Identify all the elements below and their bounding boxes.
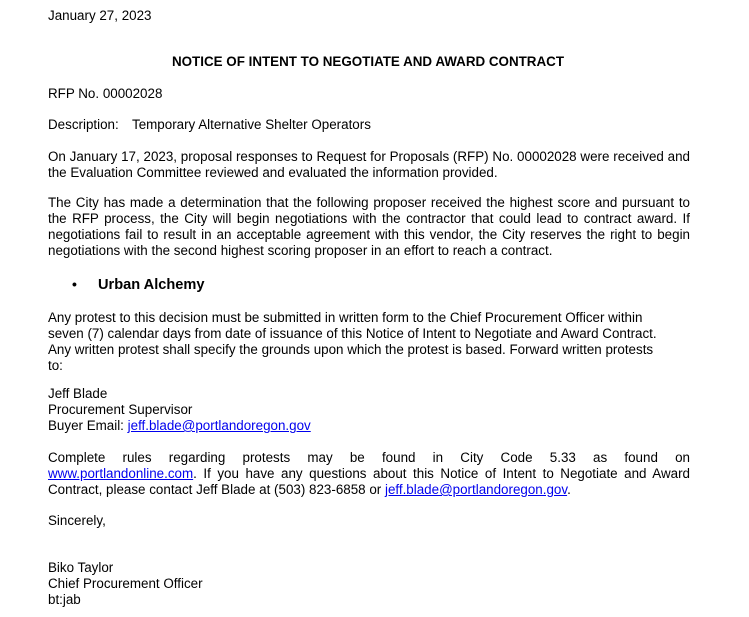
website-link[interactable]: www.portlandonline.com [48,466,194,481]
rules-line-1: Complete rules regarding protests may be found in City Code 5.33 as found on [48,450,690,465]
rules-email-link[interactable]: jeff.blade@portlandoregon.gov [384,482,568,497]
signature-name: Biko Taylor [48,560,114,575]
signature-block [48,560,690,608]
signature-title: Chief Procurement Officer [48,576,203,591]
description-value: Temporary Alternative Shelter Operators [132,117,371,132]
paragraph-determination: The City has made a determination that the following proposer received the highest score and pursuant to the RFP process, the City will begin negotiations with the contractor that could lead to contract award. If negotiations fail to result in an acceptable agreement with this vendor, the City reserves the right to begin negotiations with the second highest scoring proposer in an effort to reach a contract. [48,195,690,258]
contact-name: Jeff Blade [48,386,108,401]
contact-email-line [48,418,690,434]
rfp-number: RFP No. 00002028 [48,86,163,101]
description-label: Description: [48,117,119,132]
paragraph-rules [48,450,690,498]
signature-initials: bt:jab [48,592,81,607]
document-date: January 27, 2023 [48,8,152,23]
paragraph-protest: Any protest to this decision must be submitted in written form to the Chief Procurement Officer within seven (7) calendar days from date of issuance of this Notice of Intent to Negotiate and Award Contract. Any written protest shall specify the grounds upon which the protest is based. Forward written protests to: [48,310,657,373]
closing: Sincerely, [48,513,106,528]
rules-end: . [567,482,571,497]
awardee-name: Urban Alchemy [98,277,205,293]
contact-block [48,386,690,434]
document-title: NOTICE OF INTENT TO NEGOTIATE AND AWARD CONTRACT [171,54,565,69]
rules-text: . If you have any questions about this Notice of Intent to Negotiate and Award Contract, please contact Jeff Blade at (503) 823-6858 or [48,466,690,497]
bullet-icon: • [72,276,77,292]
contact-title: Procurement Supervisor [48,402,193,417]
description-line [48,117,371,133]
awardee-bullet [72,276,205,293]
contact-email-link[interactable]: jeff.blade@portlandoregon.gov [127,418,311,433]
contact-email-label: Buyer Email: [48,418,124,433]
paragraph-proposals-received: On January 17, 2023, proposal responses to Request for Proposals (RFP) No. 00002028 were received and the Evaluation Committee reviewed and evaluated the information provided. [48,149,690,180]
